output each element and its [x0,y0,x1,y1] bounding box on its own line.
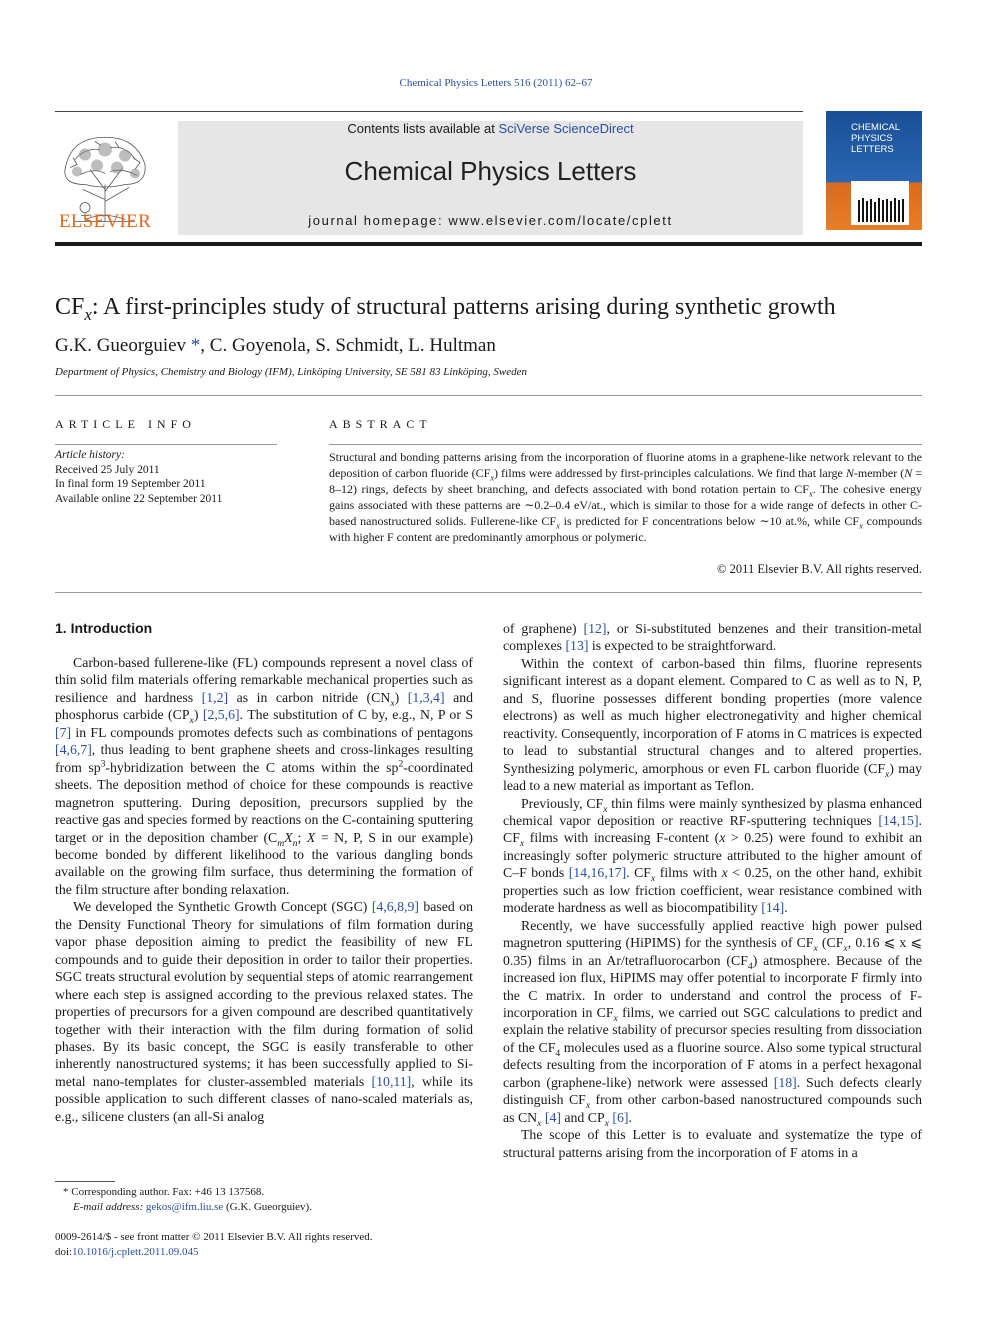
citation-link[interactable]: [1,2] [201,689,229,705]
affiliation: Department of Physics, Chemistry and Biology (IFM), Linköping University, SE 581 83 Linköping, Sweden [55,366,528,378]
paragraph: The scope of this Letter is to evaluate and systematize the type of structural patterns arising from the incorporation of F atoms in a [503,1127,922,1160]
author-first: G.K. Gueorguiev [55,335,191,356]
revised-date: In final form 19 September 2011 [55,478,206,490]
citation-link[interactable]: [12] [583,621,607,636]
journal-title: Chemical Physics Letters [344,156,637,186]
issn-line: 0009-2614/$ - see front matter © 2011 Elsevier B.V. All rights reserved. [55,1231,373,1243]
citation-link[interactable]: [2,5,6] [202,707,240,723]
copyright: © 2011 Elsevier B.V. All rights reserved. [717,562,922,576]
doi-line [55,1245,473,1260]
abstract-heading: ABSTRACT [329,417,432,431]
page-footer [55,1230,473,1259]
citation-link[interactable]: [6] [612,1109,629,1125]
paragraph: Within the context of carbon-based thin films, fluorine represents significant interest as a dopant element. Compared to C as well as to N, P, and S, fluorine possesses different bonding properties (more valence electrons) as well as much higher electronegativity and higher chemical reactivity. Consequently, incorporation of F atoms in C matrices is expected to lead to substantial structural changes and to altered properties. Synthesizing polymeric, amorphous or even FL carbon fluoride $(CF_x)$ may lead to a new material as important as Teflon. [503,655,922,794]
citation-link[interactable]: [4,6,7] [55,742,92,758]
article-info-heading: ARTICLE INFO [55,417,196,431]
paragraph: Recently, we have successfully applied reactive high power pulsed magnetron sputtering (HiPIMS) for the synthesis of $CF_x$ ($CF_x$, 0.16 ⩽ x ⩽ 0.35) films in an Ar/tetrafluorocarbon $(CF_4)$ atmosphere. Because of the increased ion flux, HiPIMS may offer potential to incorporate F firmly into the C matrix. In order to understand and control the process of F-incorporation in $CF_x$ films, we carried out SGC calculations to predict and explain the relative stability of precursor species resulting from dissociation of the $CF_4$ molecules used as a fluorine source. Also some typical structural defects resulting from the incorporation of F atoms in a perfect hexagonal carbon (graphene-like) network were assessed [18]. Such defects clearly distinguish $CF_x$ from other carbon-based nanostructured compounds such as $CN_x$ [4] and $CP_x$ [6]. [503,917,923,1129]
rule-article-info [55,444,277,445]
title-rest: : A first-principles study of structural patterns arising during synthetic growth [91,294,836,320]
citation-link[interactable]: [4,6,8,9] [371,899,419,915]
journal-reference[interactable]: Chemical Physics Letters 516 (2011) 62–67 [399,77,593,89]
abstract-text: Structural and bonding patterns arising from the incorporation of fluorine atoms in a graphene-like network relevant to the deposition of carbon fluoride $(CF_x)$ films were addressed by first-principles calculations. We find that large N-member (N = 8–12) rings, defects by sheet branching, and defects associated with bond rotation pertain to $CF_x$. The cohesive energy gains associated with these patterns are ∼0.2–0.4 eV/at., which is similar to those for a wide range of defects in other C-based nanostructured solids. Fullerene-like $CF_x$ is predicted for F concentrations below ∼10 at.%, while $CF_x$ compounds with higher F content are predominantly amorphous or polymeric. [329,450,923,544]
rule-abstract [329,444,922,445]
body-column-right [503,620,922,1161]
cover-title-line: CHEMICAL [851,122,901,133]
paragraph: Carbon-based fullerene-like (FL) compounds represent a novel class of thin solid film materials offering remarkable mechanical properties such as resilience and hardness [1,2] as in carbon nitride $(CN_x)$ [1,3,4] and phosphorus carbide $(CP_x)$ [2,5,6]. The substitution of C by, e.g., N, P or S [7] in FL compounds promotes defects such as combinations of pentagons [4,6,7], thus leading to bent graphene sheets and cross-linkages resulting from $sp^3$-hybridization between the C atoms within the $sp^2$-coordinated sheets. The deposition method of choice for these compounds is reactive magnetron sputtering. During deposition, precursors supplied by the reactive gas and species formed by reactions on the C-containing sputtering target or in the deposition chamber ($C_mX_n$; X = N, P, S in our example) become bonded by different likelihood to the various dangling bonds available on the growing film surface, thus determining the formation of the film structure after bonding relaxation. [55,655,474,897]
citation-link[interactable]: [18] [773,1074,797,1090]
article-history [55,448,277,506]
citation-link[interactable]: [14] [761,900,785,916]
corresponding-author-star[interactable]: * [190,335,201,356]
paragraph: of graphene) [12], or Si-substituted benzenes and their transition-metal complexes [13] is expected to be straightforward. [503,621,922,654]
introduction-heading: 1. Introduction [55,620,153,636]
title-main: CF [55,294,85,320]
email-label: E-mail address: [73,1201,146,1213]
cover-title-line: LETTERS [851,144,894,155]
citation-link[interactable]: [4] [544,1109,561,1125]
cover-graphic-icon [858,196,904,222]
contents-line [178,121,803,136]
citation-link[interactable]: [14,15] [878,812,919,828]
corresponding-author-note: * Corresponding author. Fax: +46 13 137568. [63,1186,265,1198]
contents-prefix: Contents lists available at [347,121,499,136]
paper-title [55,291,935,323]
citation-link[interactable]: [1,3,4] [407,689,445,705]
title-subscript: x [84,304,92,324]
footnote-rule [55,1181,115,1182]
citation-link[interactable]: [10,11] [371,1073,412,1089]
cover-title [851,122,921,155]
cover-title-line: PHYSICS [851,133,893,144]
paragraph: We developed the Synthetic Growth Concept (SGC) [4,6,8,9] based on the Density Functional Theory for simulations of film formation during vapor phase deposition aiming to predict the feasibility of new FL compounds and to guide their deposition in order to tailor their properties. SGC treats structural evolution by sequential steps of atomic rearrangement where each step is assigned according to the previous relaxed states. The properties of precursors for a given compound are described quantitatively together with their interaction with the film during formation of solid phases. By its basic concept, the SGC is easily transferable to other inherently nanostructured systems; it has been successfully applied to Si-metal nano-templates for cluster-assembled materials [10,11], while its possible application to such different classes of nano-scaled materials as, e.g., silicene clusters (an all-Si analog [55,899,474,1124]
history-label: Article history: [55,449,125,461]
email-suffix: (G.K. Gueorguiev). [223,1201,312,1213]
citation-link[interactable]: [7] [55,724,72,740]
rule-above-body [55,592,922,593]
footnote [55,1185,473,1215]
email-line [55,1200,473,1215]
email-link[interactable]: gekos@ifm.liu.se [145,1201,224,1213]
received-date: Received 25 July 2011 [55,463,160,476]
online-date: Available online 22 September 2011 [55,492,223,505]
authors [55,335,496,357]
masthead-rule-top [55,111,803,112]
paragraph: Previously, $CF_x$ thin films were mainly synthesized by plasma enhanced chemical vapor deposition or reactive RF-sputtering techniques [14,15]. $CF_x$ films with increasing F-content (x > 0.25) were found to exhibit an increasingly softer polymeric structure attributed to the higher amount of C–F bonds [14,16,17]. $CF_x$ films with x < 0.25, on the other hand, exhibit properties such as low friction coefficient, wear resistance combined with moderate hardness as well as biocompatibility [14]. [503,795,923,916]
elsevier-wordmark: ELSEVIER [58,211,152,232]
doi-link[interactable]: 10.1016/j.cplett.2011.09.045 [72,1245,199,1258]
doi-label: doi: [55,1245,73,1258]
masthead-rule-bottom [55,242,922,246]
rule-above-info [55,395,922,396]
journal-homepage[interactable]: journal homepage: www.elsevier.com/locate/cplett [308,213,673,228]
sciverse-link[interactable]: SciVerse ScienceDirect [498,121,634,136]
citation-link[interactable]: [14,16,17] [568,865,627,881]
authors-rest: , C. Goyenola, S. Schmidt, L. Hultman [200,335,496,356]
body-column-left [55,654,473,1125]
citation-link[interactable]: [13] [565,638,589,654]
